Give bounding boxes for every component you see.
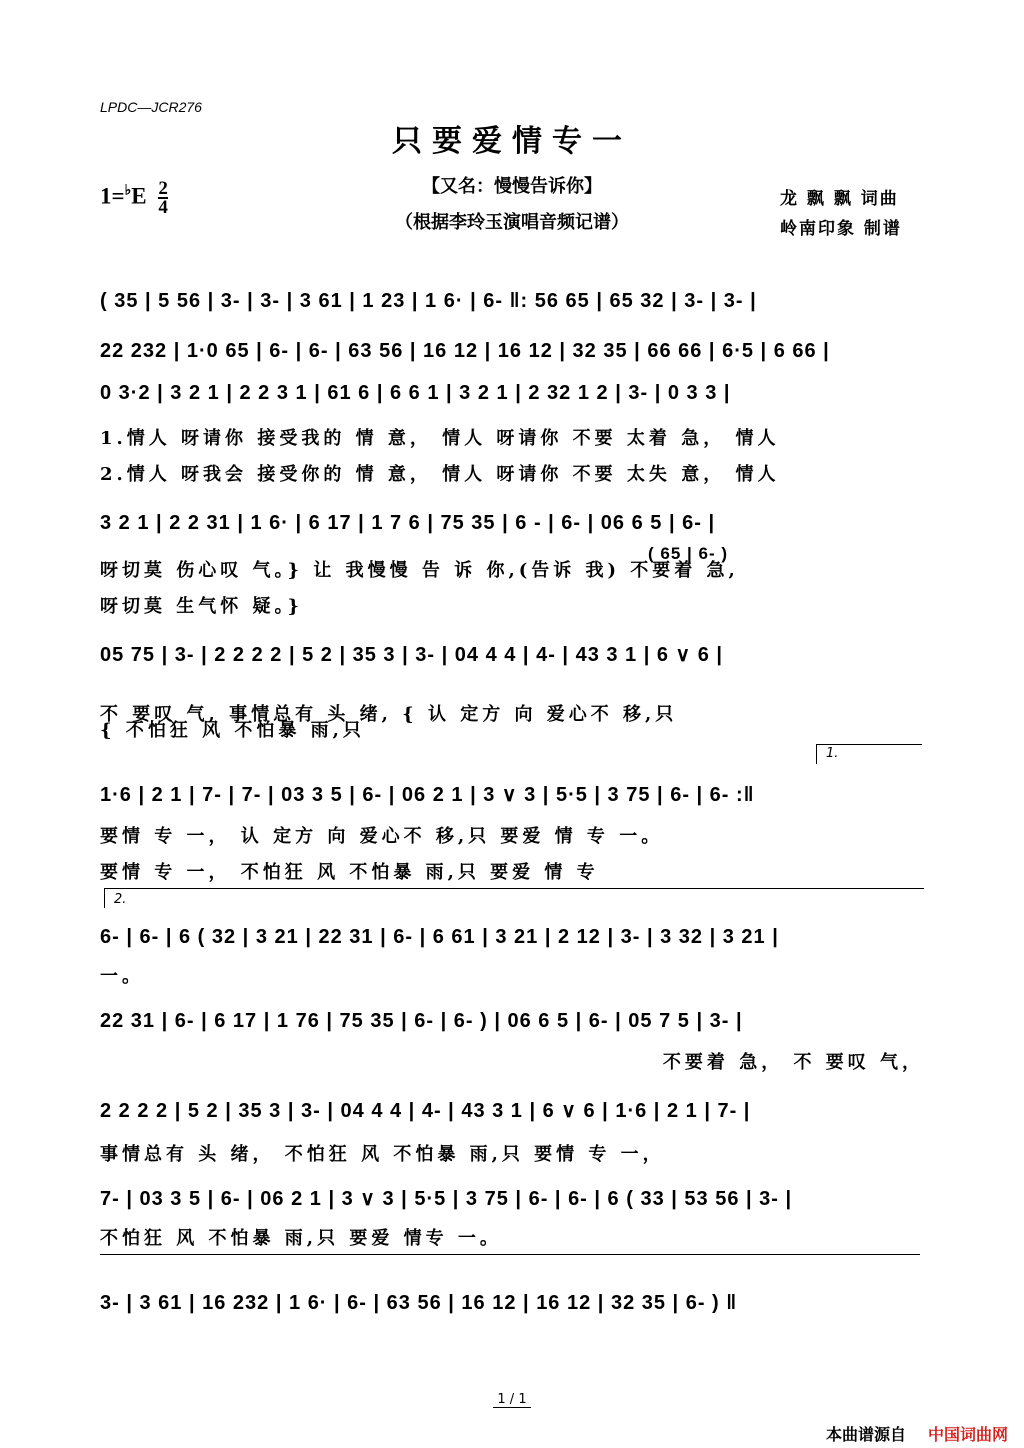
page-number-text: 1 / 1 (493, 1392, 530, 1408)
lyric-line-8a: 不要着 急， 不 要叹 气， (662, 1052, 924, 1073)
notation-line-3: 0 3·2 | 3 2 1 | 2 2 3 1 | 61 6 | 6 6 1 | 3 2 1 | 2 32 1 2 | 3- | 0 3 3 | (100, 382, 731, 404)
time-top: 2 (158, 178, 168, 199)
notation-line-10: 7- | 03 3 5 | 6- | 06 2 1 | 3 ∨ 3 | 5·5 | 3 75 | 6- | 6- | 6 ( 33 | 53 56 | 3- | (100, 1188, 793, 1210)
flat-sign: ♭ (124, 183, 132, 199)
volta-2-label: 2. (114, 892, 127, 907)
lyric-line-7a: 一。 (100, 966, 144, 987)
credit-words: 龙 飘 飘 词曲 (780, 189, 899, 209)
notation-line-4: 3 2 1 | 2 2 31 | 1 6· | 6 17 | 1 7 6 | 75 35 | 6 - | 6- | 06 6 5 | 6- | (100, 512, 716, 534)
lyric-line-4b: 呀切莫 生气怀 疑。} (100, 596, 304, 617)
source-line: （根据李玲玉演唱音频记谱） (395, 212, 629, 233)
lyric-line-5b: { 不怕狂 风 不怕暴 雨,只 (100, 720, 365, 741)
notation-line-6: 1·6 | 2 1 | 7- | 7- | 03 3 5 | 6- | 06 2 1 | 3 ∨ 3 | 5·5 | 3 75 | 6- | 6- :‖ (100, 784, 755, 806)
lyric-line-4a: 呀切莫 伤心叹 气。} 让 我慢慢 告 诉 你,(告诉 我) 不要着 急, (100, 560, 739, 581)
credit-score: 岭南印象 制谱 (780, 219, 902, 239)
notation-line-5: 05 75 | 3- | 2 2 2 2 | 5 2 | 35 3 | 3- | 04 4 4 | 4- | 43 3 1 | 6 ∨ 6 | (100, 644, 724, 666)
lyric-line-3b: 2.情人 呀我会 接受你的 情 意， 情人 呀请你 不要 太失 意， 情人 (100, 464, 780, 485)
key-note: E (131, 183, 147, 209)
volta-1-label: 1. (826, 746, 839, 761)
lyric-line-9a: 事情总有 头 绪， 不怕狂 风 不怕暴 雨,只 要情 专 一， (100, 1144, 665, 1165)
alias-line: 【又名：慢慢告诉你】 (422, 176, 602, 197)
page-number (0, 1392, 1024, 1408)
notation-line-9: 2 2 2 2 | 5 2 | 35 3 | 3- | 04 4 4 | 4- | 43 3 1 | 6 ∨ 6 | 1·6 | 2 1 | 7- | (100, 1100, 751, 1122)
score-code: LPDC—JCR276 (100, 99, 202, 115)
notation-line-2: 22 232 | 1·0 65 | 6- | 6- | 63 56 | 16 12 | 16 12 | 32 35 | 66 66 | 6·5 | 6 66 | (100, 340, 830, 362)
lyric-line-3a: 1.情人 呀请你 接受我的 情 意， 情人 呀请你 不要 太着 急， 情人 (100, 428, 780, 449)
lyric-line-10a: 不怕狂 风 不怕暴 雨,只 要爱 情专 一。 (100, 1228, 502, 1249)
time-bottom: 4 (158, 197, 168, 218)
notation-line-7: 6- | 6- | 6 ( 32 | 3 21 | 22 31 | 6- | 6 61 | 3 21 | 2 12 | 3- | 3 32 | 3 21 | (100, 926, 779, 948)
notation-line-1: ( 35 | 5 56 | 3- | 3- | 3 61 | 1 23 | 1 6· | 6- ‖: 56 65 | 65 32 | 3- | 3- | (100, 290, 757, 312)
lyric-line-6a: 要情 专 一， 认 定方 向 爱心不 移,只 要爱 情 专 一。 (100, 826, 664, 847)
source-watermark (826, 1422, 1008, 1445)
sub-notation-4: ( 65 | 6- ) (648, 544, 728, 563)
lyric-line-5a: 不 要叹 气, 事情总有 头 绪, { 认 定方 向 爱心不 移,只 (100, 704, 678, 725)
notation-line-11: 3- | 3 61 | 16 232 | 1 6· | 6- | 63 56 | 16 12 | 16 12 | 32 35 | 6- ) ‖ (100, 1292, 738, 1314)
song-title: 只要爱情专一 (392, 124, 632, 159)
volta-1-bracket (816, 744, 922, 745)
volta-2-bracket (104, 888, 924, 889)
key-prefix: 1= (100, 183, 125, 209)
lyric-line-6b: 要情 专 一， 不怕狂 风 不怕暴 雨,只 要爱 情 专 (100, 862, 599, 883)
volta-1-hook (816, 744, 817, 764)
notation-line-8: 22 31 | 6- | 6 17 | 1 76 | 75 35 | 6- | 6- ) | 06 6 5 | 6- | 05 7 5 | 3- | (100, 1010, 743, 1032)
watermark-right[interactable]: 中国词曲网 (927, 1425, 1008, 1444)
watermark-left: 本曲谱源自 (825, 1425, 906, 1444)
volta-2-hook (104, 888, 105, 908)
system-divider (100, 1254, 920, 1255)
